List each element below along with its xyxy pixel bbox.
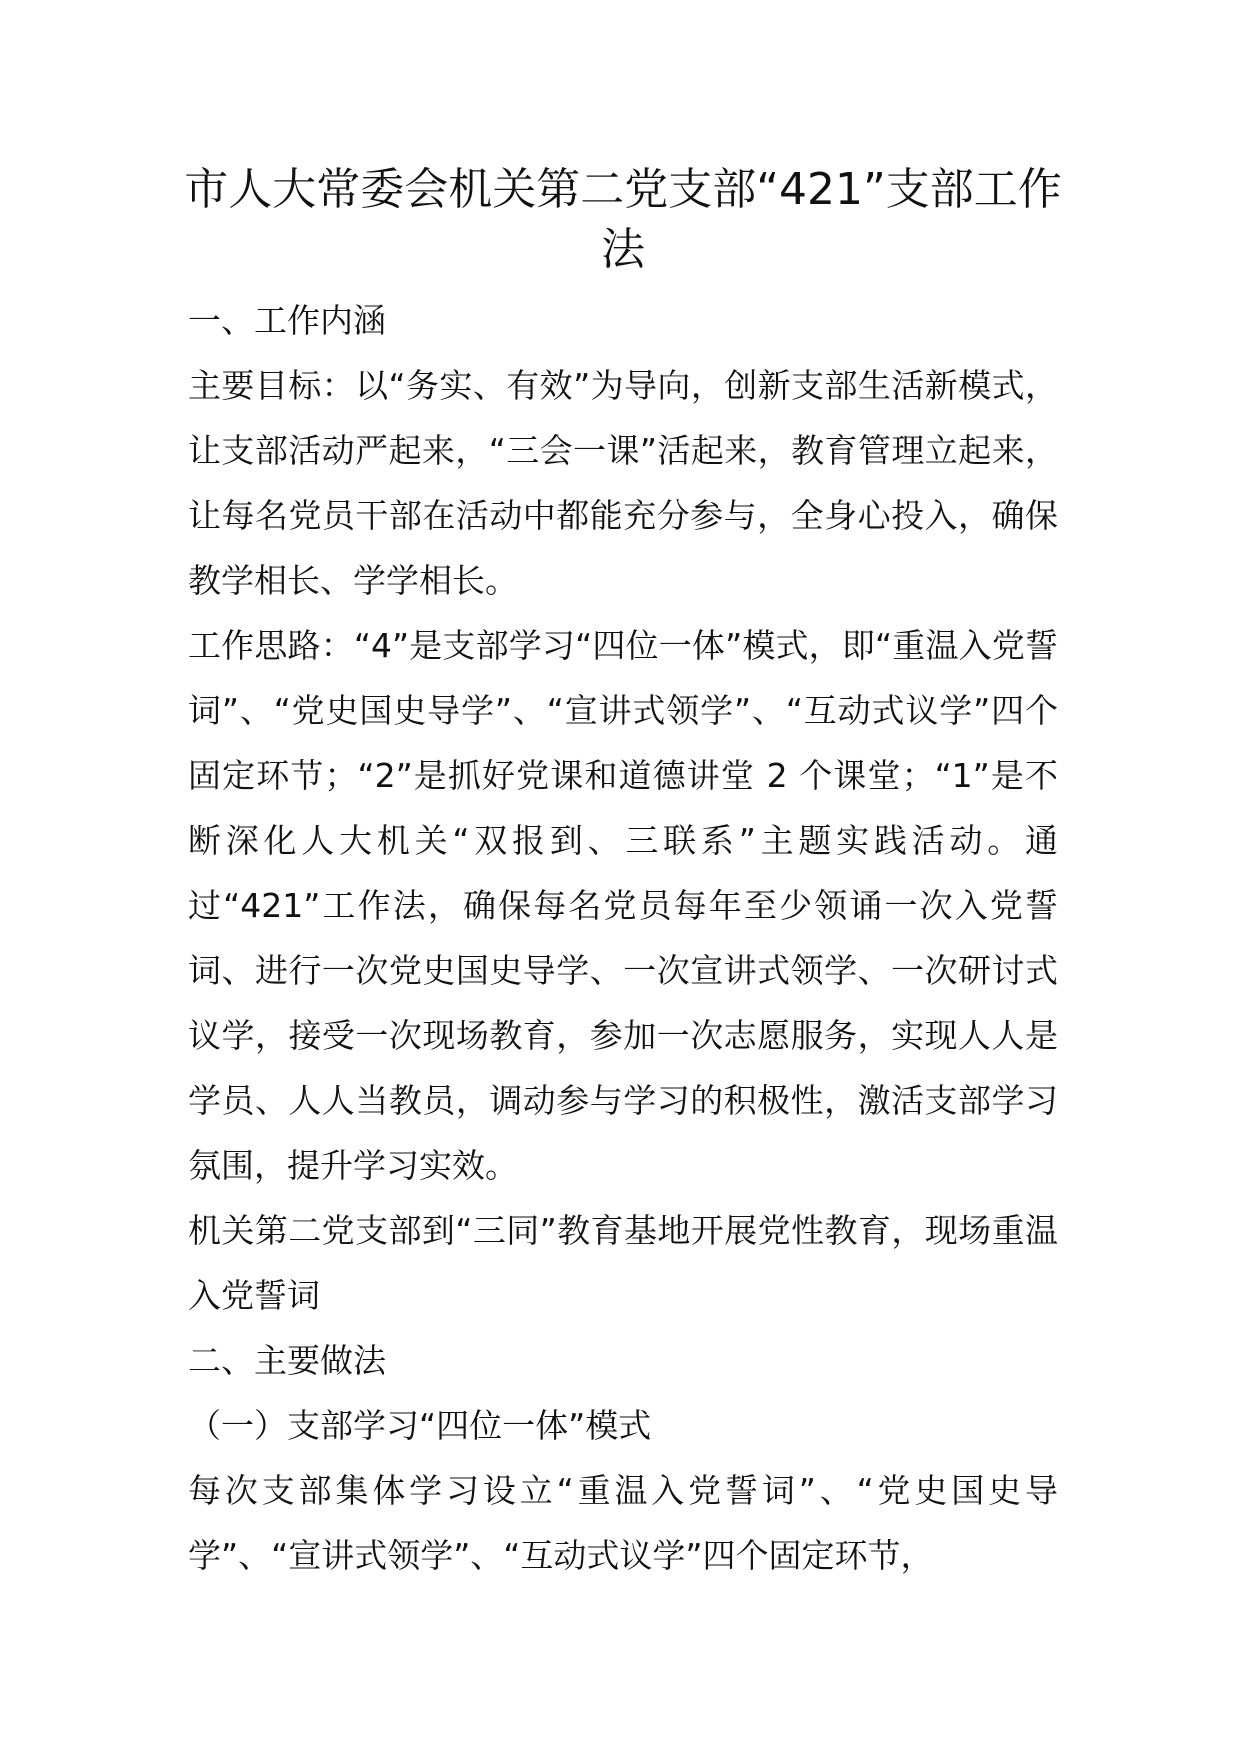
section-heading-1: 一、工作内涵 (188, 301, 386, 340)
section-heading-2: 二、主要做法 (188, 1341, 386, 1380)
paragraph-main-goal: 主要目标：以“务实、有效”为导向，创新支部生活新模式，让支部活动严起来，“三会一课”活起来，教育管理立起来，让每名党员干部在活动中都能充分参与，全身心投入，确保教学相长、学学相长。 (188, 366, 1058, 600)
paragraph-work-approach: 工作思路：“4”是支部学习“四位一体”模式，即“重温入党誓词”、“党史国史导学”、“宣讲式领学”、“互动式议学”四个固定环节；“2”是抓好党课和道德讲堂 2 个课堂；“1”是不断深化人大机关“双报到、三联系”主题实践活动。通过“421”工作法，确保每名党员每年至少领诵一次入党誓词、进行一次党史国史导学、一次宣讲式领学、一次研讨式议学，接受一次现场教育，参加一次志愿服务，实现人人是学员、人人当教员，调动参与学习的积极性，激活支部学习氛围，提升学习实效。 (188, 626, 1058, 1185)
document-page (184, 160, 1062, 1588)
subsection-heading-1: （一）支部学习“四位一体”模式 (188, 1406, 652, 1445)
document-title: 市人大常委会机关第二党支部“421”支部工作法 (184, 164, 1062, 275)
paragraph-study-model: 每次支部集体学习设立“重温入党誓词”、“党史国史导学”、“宣讲式领学”、“互动式议学”四个固定环节， (188, 1471, 1058, 1575)
paragraph-photo-caption: 机关第二党支部到“三同”教育基地开展党性教育，现场重温入党誓词 (188, 1211, 1058, 1315)
